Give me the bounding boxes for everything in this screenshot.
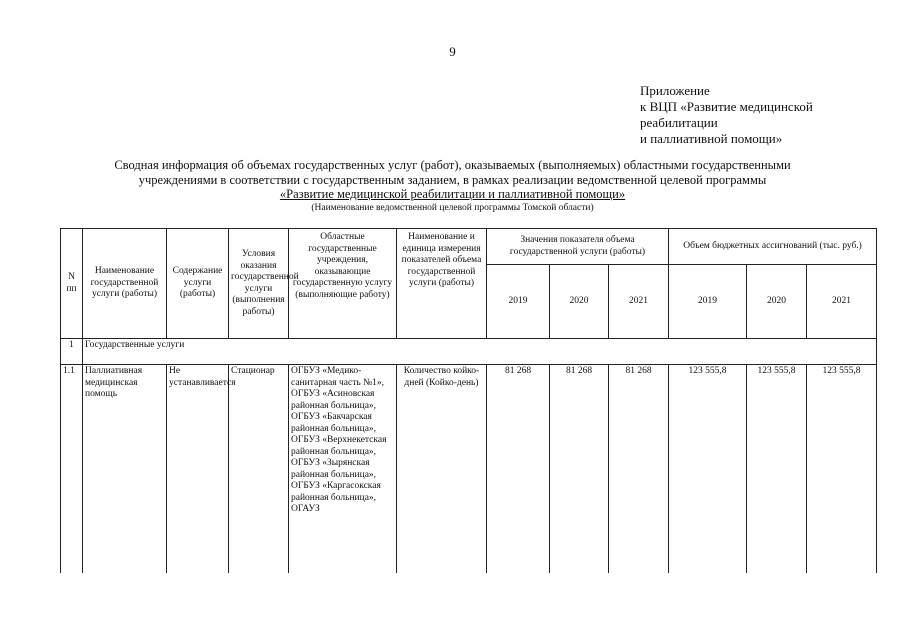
- row-budget-2021: 123 555,8: [807, 365, 877, 573]
- header-content: Содержание услуги (работы): [167, 229, 229, 339]
- institution-line: ОГБУЗ «Асиновская районная больница»,: [291, 389, 377, 411]
- heading-line: Сводная информация об объемах государственных услуг (работ), оказываемых (выполняемых) областными государственными: [114, 158, 791, 172]
- row-conditions: Стационар: [229, 365, 289, 573]
- row-institutions: [289, 365, 397, 573]
- appendix-line: и паллиативной помощи»: [640, 131, 783, 146]
- table-row: [61, 365, 877, 573]
- appendix-line: Приложение: [640, 83, 710, 98]
- row-service-name: Паллиативная медицинская помощь: [83, 365, 167, 573]
- appendix-line: реабилитации: [640, 115, 718, 130]
- header-year: 2019: [487, 265, 550, 339]
- section-title: Государственные услуги: [83, 339, 877, 365]
- appendix-block: [640, 83, 813, 147]
- section-row: [61, 339, 877, 365]
- row-budget-2019: 123 555,8: [669, 365, 747, 573]
- heading-line: учреждениями в соответствии с государственным заданием, в рамках реализации ведомственной целевой программы: [138, 172, 767, 187]
- header-volume-group: Значения показателя объема государственной услуги (работы): [487, 229, 669, 265]
- header-institutions: Областные государственные учреждения, оказывающие государственную услугу (выполняющие работу): [289, 229, 397, 339]
- row-budget-2020: 123 555,8: [747, 365, 807, 573]
- header-budget-group: Объем бюджетных ассигнований (тыс. руб.): [669, 229, 877, 265]
- row-volume-2021: 81 268: [609, 365, 669, 573]
- institution-line: ОГБУЗ «Бакчарская районная больница»,: [291, 412, 377, 434]
- row-content: Не устанавливается: [167, 365, 229, 573]
- row-volume-2019: 81 268: [487, 365, 550, 573]
- header-service-name: Наименование государственной услуги (работы): [83, 229, 167, 339]
- section-num: 1: [61, 339, 83, 365]
- institution-line: ОГАУЗ: [291, 504, 320, 514]
- institution-line: ОГБУЗ «Медико-санитарная часть №1»,: [291, 366, 385, 388]
- page-number: 9: [449, 44, 456, 59]
- appendix-line: к ВЦП «Развитие медицинской: [640, 99, 813, 114]
- program-name: «Развитие медицинской реабилитации и паллиативной помощи»: [279, 187, 626, 201]
- header-year: 2021: [609, 265, 669, 339]
- row-indicator: Количество койко-дней (Койко-день): [397, 365, 487, 573]
- header-year: 2020: [550, 265, 609, 339]
- document-heading: [40, 158, 865, 214]
- row-volume-2020: 81 268: [550, 365, 609, 573]
- institution-line: ОГБУЗ «Каргасокская районная больница»,: [291, 481, 381, 503]
- header-conditions: Условия оказания государственной услуги (выполнения работы): [229, 229, 289, 339]
- services-table: [60, 228, 877, 573]
- institution-line: ОГБУЗ «Зырянская районная больница»,: [291, 458, 377, 480]
- header-year: 2021: [807, 265, 877, 339]
- row-num: 1.1: [61, 365, 83, 573]
- header-num: N пп: [61, 229, 83, 339]
- institution-line: ОГБУЗ «Верхнекетская районная больница»,: [291, 435, 387, 457]
- header-year: 2020: [747, 265, 807, 339]
- program-caption: (Наименование ведомственной целевой программы Томской области): [311, 202, 594, 213]
- header-indicator: Наименование и единица измерения показателей объема государственной услуги (работы): [397, 229, 487, 339]
- header-year: 2019: [669, 265, 747, 339]
